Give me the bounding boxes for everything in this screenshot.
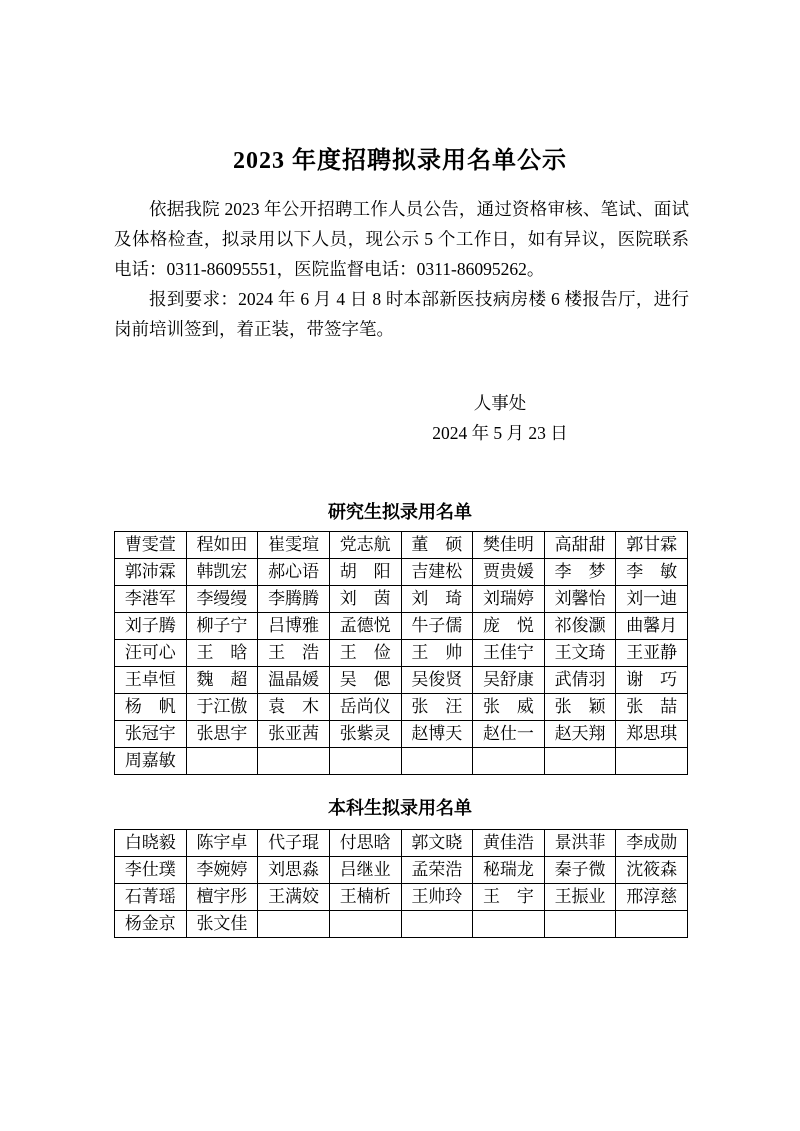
name-cell: 杨金京 (115, 911, 187, 938)
name-cell: 胡 阳 (329, 559, 401, 586)
name-cell: 庞 悦 (473, 613, 545, 640)
name-cell: 吴舒康 (473, 667, 545, 694)
name-cell (544, 748, 616, 775)
table-row (115, 613, 688, 640)
table-row (115, 694, 688, 721)
signature-department: 人事处 (473, 393, 527, 413)
name-cell: 祁俊灏 (544, 613, 616, 640)
name-cell: 李港军 (115, 586, 187, 613)
name-cell: 吉建松 (401, 559, 473, 586)
name-cell: 魏 超 (186, 667, 258, 694)
name-cell: 李缦缦 (186, 586, 258, 613)
name-cell (473, 748, 545, 775)
name-cell (544, 911, 616, 938)
name-cell: 吴俊贤 (401, 667, 473, 694)
name-cell: 曲馨月 (616, 613, 688, 640)
name-cell: 牛子儒 (401, 613, 473, 640)
name-cell: 王帅玲 (401, 884, 473, 911)
name-cell (616, 911, 688, 938)
name-cell: 王 宇 (473, 884, 545, 911)
name-cell: 王卓恒 (115, 667, 187, 694)
name-cell: 贾贵媛 (473, 559, 545, 586)
name-cell: 汪可心 (115, 640, 187, 667)
name-cell: 檀宇彤 (186, 884, 258, 911)
name-cell: 刘 茵 (329, 586, 401, 613)
name-cell: 高甜甜 (544, 532, 616, 559)
name-cell: 温晶媛 (258, 667, 330, 694)
page-title: 2023 年度招聘拟录用名单公示 (233, 148, 567, 174)
name-cell: 郑思琪 (616, 721, 688, 748)
name-cell: 吴 偲 (329, 667, 401, 694)
name-cell (258, 911, 330, 938)
name-cell: 郭沛霖 (115, 559, 187, 586)
paragraph-recruitment-notice: 依据我院 2023 年公开招聘工作人员公告，通过资格审核、笔试、面试及体格检查，拟录用以下人员，现公示 5 个工作日，如有异议，医院联系电话：0311-86095551，医院监督电话：0311-86095262。 (114, 199, 689, 279)
name-cell: 李 梦 (544, 559, 616, 586)
name-cell: 邢淳慈 (616, 884, 688, 911)
name-cell: 景洪菲 (544, 830, 616, 857)
name-cell: 刘瑞婷 (473, 586, 545, 613)
announcement-body (114, 194, 689, 344)
signature-block (390, 388, 610, 448)
name-cell: 王振业 (544, 884, 616, 911)
name-cell: 李仕璞 (115, 857, 187, 884)
name-cell: 王佳宁 (473, 640, 545, 667)
table-row (115, 884, 688, 911)
name-cell: 秘瑞龙 (473, 857, 545, 884)
name-cell: 孟德悦 (329, 613, 401, 640)
name-cell: 刘馨怡 (544, 586, 616, 613)
name-cell (401, 748, 473, 775)
name-cell: 程如田 (186, 532, 258, 559)
undergraduate-name-table (114, 829, 688, 938)
table-row (115, 857, 688, 884)
name-cell: 赵博天 (401, 721, 473, 748)
name-cell: 陈宇卓 (186, 830, 258, 857)
name-cell: 张亚茜 (258, 721, 330, 748)
name-cell: 樊佳明 (473, 532, 545, 559)
table-row (115, 640, 688, 667)
name-cell: 沈筱森 (616, 857, 688, 884)
name-cell: 李 敏 (616, 559, 688, 586)
name-cell: 吕继业 (329, 857, 401, 884)
name-cell: 吕博雅 (258, 613, 330, 640)
name-cell: 郭甘霖 (616, 532, 688, 559)
name-cell: 李腾腾 (258, 586, 330, 613)
name-cell: 黄佳浩 (473, 830, 545, 857)
name-cell: 张文佳 (186, 911, 258, 938)
table-row (115, 721, 688, 748)
name-cell: 杨 帆 (115, 694, 187, 721)
name-cell: 王楠析 (329, 884, 401, 911)
name-cell (473, 911, 545, 938)
paragraph-report-requirements: 报到要求：2024 年 6 月 4 日 8 时本部新医技病房楼 6 楼报告厅，进行岗前培训签到，着正装，带签字笔。 (114, 289, 689, 339)
name-cell: 代子琨 (258, 830, 330, 857)
graduate-name-table (114, 531, 688, 775)
table-row (115, 586, 688, 613)
name-cell: 刘一迪 (616, 586, 688, 613)
name-cell: 郭文晓 (401, 830, 473, 857)
name-cell: 柳子宁 (186, 613, 258, 640)
name-cell: 刘 琦 (401, 586, 473, 613)
name-cell: 刘思淼 (258, 857, 330, 884)
name-cell: 赵天翔 (544, 721, 616, 748)
name-cell: 张 喆 (616, 694, 688, 721)
name-cell: 韩凯宏 (186, 559, 258, 586)
name-cell: 岳尚仪 (329, 694, 401, 721)
name-cell: 王文琦 (544, 640, 616, 667)
table-row (115, 830, 688, 857)
name-cell: 张紫灵 (329, 721, 401, 748)
table-row (115, 911, 688, 938)
name-cell: 张冠宇 (115, 721, 187, 748)
name-cell: 王满姣 (258, 884, 330, 911)
name-cell: 王 浩 (258, 640, 330, 667)
name-cell: 孟荣浩 (401, 857, 473, 884)
name-cell (329, 748, 401, 775)
name-cell: 董 硕 (401, 532, 473, 559)
table-row (115, 559, 688, 586)
name-cell (616, 748, 688, 775)
name-cell: 于江傲 (186, 694, 258, 721)
name-cell: 武倩羽 (544, 667, 616, 694)
name-cell: 张思宇 (186, 721, 258, 748)
name-cell: 白晓毅 (115, 830, 187, 857)
name-cell: 张 汪 (401, 694, 473, 721)
name-cell (186, 748, 258, 775)
name-cell: 王 晗 (186, 640, 258, 667)
table-row (115, 667, 688, 694)
name-cell: 刘子腾 (115, 613, 187, 640)
table-row (115, 748, 688, 775)
name-cell: 张 颖 (544, 694, 616, 721)
name-cell: 石菁瑶 (115, 884, 187, 911)
graduate-list-heading: 研究生拟录用名单 (328, 502, 472, 522)
name-cell: 谢 巧 (616, 667, 688, 694)
name-cell: 党志航 (329, 532, 401, 559)
signature-date: 2024 年 5 月 23 日 (432, 423, 568, 443)
name-cell: 王 帅 (401, 640, 473, 667)
name-cell: 秦子微 (544, 857, 616, 884)
name-cell: 郝心语 (258, 559, 330, 586)
name-cell (401, 911, 473, 938)
name-cell: 赵仕一 (473, 721, 545, 748)
name-cell: 李成勋 (616, 830, 688, 857)
name-cell: 张 威 (473, 694, 545, 721)
name-cell (329, 911, 401, 938)
name-cell: 付思晗 (329, 830, 401, 857)
name-cell: 周嘉敏 (115, 748, 187, 775)
name-cell: 王亚静 (616, 640, 688, 667)
name-cell: 崔雯瑄 (258, 532, 330, 559)
name-cell: 曹雯萱 (115, 532, 187, 559)
name-cell: 李婉婷 (186, 857, 258, 884)
undergraduate-list-heading: 本科生拟录用名单 (328, 798, 472, 818)
name-cell: 王 俭 (329, 640, 401, 667)
name-cell (258, 748, 330, 775)
table-row (115, 532, 688, 559)
name-cell: 袁 木 (258, 694, 330, 721)
